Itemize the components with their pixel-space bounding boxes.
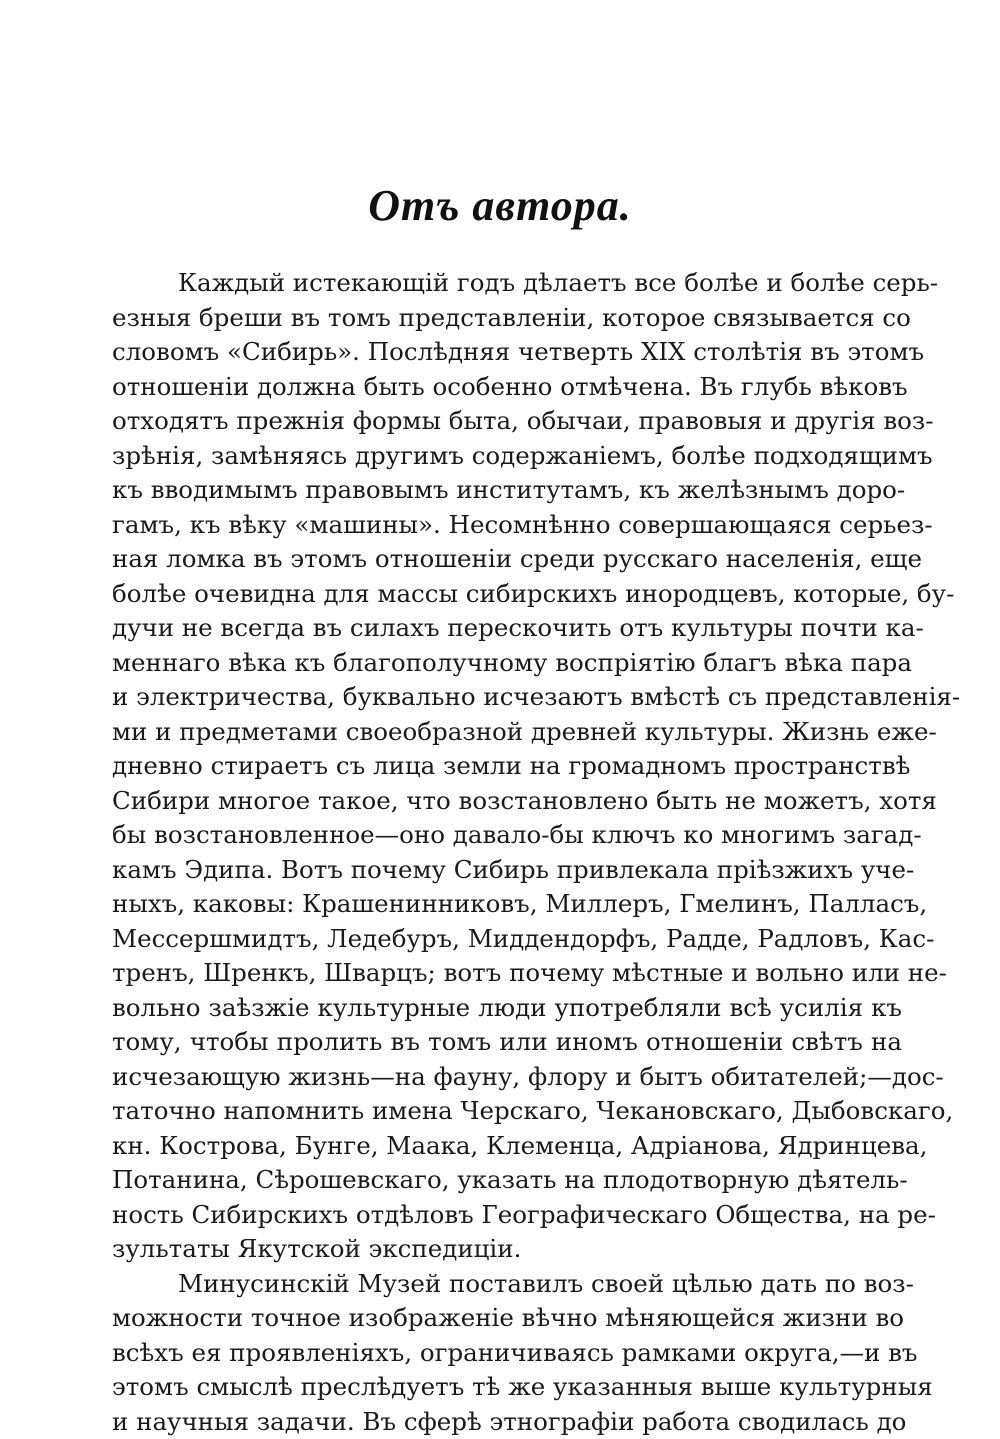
text-line: зультаты Якутской экспедиціи.: [112, 1232, 902, 1267]
page-title: Отъ автора.: [0, 180, 1000, 231]
text-line: болѣе очевидна для массы сибирскихъ инородцевъ, которые, бу-: [112, 577, 902, 612]
text-line: Потанина, Сѣрошевскаго, указать на плодотворную дѣятель-: [112, 1163, 902, 1198]
text-line: отходятъ прежнія формы быта, обычаи, правовыя и другія воз-: [112, 404, 902, 439]
text-line: этомъ смыслѣ преслѣдуетъ тѣ же указанныя выше культурныя: [112, 1370, 902, 1405]
text-line: дучи не всегда въ силахъ перескочить отъ культуры почти ка-: [112, 611, 902, 646]
text-line: къ вводимымъ правовымъ институтамъ, къ желѣзнымъ доро-: [112, 473, 902, 508]
text-line: исчезающую жизнь—на фауну, флору и бытъ обитателей;—дос-: [112, 1060, 902, 1095]
text-line: Сибири многое такое, что возстановлено быть не можетъ, хотя: [112, 784, 902, 819]
paragraph-2: [112, 1267, 902, 1439]
text-line: отношеніи должна быть особенно отмѣчена. Въ глубь вѣковъ: [112, 370, 902, 405]
text-line: ми и предметами своеобразной древней культуры. Жизнь еже-: [112, 715, 902, 750]
text-line: тому, чтобы пролить въ томъ или иномъ отношеніи свѣтъ на: [112, 1025, 902, 1060]
text-line: и научныя задачи. Въ сферѣ этнографіи работа сводилась до: [112, 1405, 902, 1439]
text-line: таточно напомнить имена Черскаго, Чекановскаго, Дыбовскаго,: [112, 1094, 902, 1129]
text-line: словомъ «Сибирь». Послѣдняя четверть XIX столѣтія въ этомъ: [112, 335, 902, 370]
paragraph-1: [112, 266, 902, 1267]
text-line: зрѣнія, замѣняясь другимъ содержаніемъ, болѣе подходящимъ: [112, 439, 902, 474]
text-line: всѣхъ ея проявленіяхъ, ограничиваясь рамками округа,—и въ: [112, 1336, 902, 1371]
text-line: тренъ, Шренкъ, Шварцъ; вотъ почему мѣстные и вольно или не-: [112, 956, 902, 991]
text-line: камъ Эдипа. Вотъ почему Сибирь привлекала пріѣзжихъ уче-: [112, 853, 902, 888]
text-line: и электричества, буквально исчезаютъ вмѣстѣ съ представленія-: [112, 680, 902, 715]
text-line: Каждый истекающій годъ дѣлаетъ все болѣе и болѣе серь-: [112, 266, 902, 301]
text-line: Минусинскій Музей поставилъ своей цѣлью дать по воз-: [112, 1267, 902, 1302]
text-line: вольно заѣзжіе культурные люди употребляли всѣ усилія къ: [112, 991, 902, 1026]
text-line: ная ломка въ этомъ отношеніи среди русскаго населенія, еще: [112, 542, 902, 577]
text-line: ныхъ, каковы: Крашенинниковъ, Миллеръ, Гмелинъ, Палласъ,: [112, 887, 902, 922]
text-line: бы возстановленное—оно давало-бы ключъ ко многимъ загад-: [112, 818, 902, 853]
text-line: гамъ, къ вѣку «машины». Несомнѣнно совершающаяся серьез-: [112, 508, 902, 543]
text-line: можности точное изображеніе вѣчно мѣняющейся жизни во: [112, 1301, 902, 1336]
text-line: меннаго вѣка къ благополучному воспріятію благъ вѣка пара: [112, 646, 902, 681]
text-line: кн. Кострова, Бунге, Маака, Клеменца, Адріанова, Ядринцева,: [112, 1129, 902, 1164]
text-line: Мессершмидтъ, Ледебуръ, Миддендорфъ, Радде, Радловъ, Кас-: [112, 922, 902, 957]
text-line: езныя бреши въ томъ представленіи, которое связывается со: [112, 301, 902, 336]
text-line: дневно стираетъ съ лица земли на громадномъ пространствѣ: [112, 749, 902, 784]
text-line: ность Сибирскихъ отдѣловъ Географическаго Общества, на ре-: [112, 1198, 902, 1233]
body-text: [112, 266, 902, 1439]
